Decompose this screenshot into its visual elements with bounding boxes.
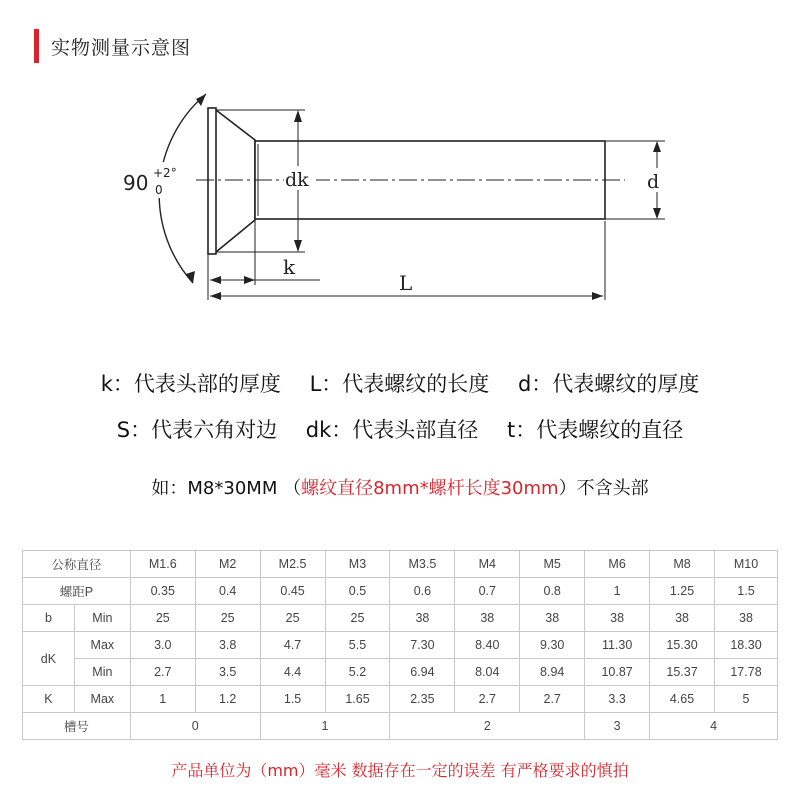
size-cell: M3.5 xyxy=(390,551,455,578)
k-max-cell: 5 xyxy=(715,686,778,713)
pitch-cell: 0.6 xyxy=(390,578,455,605)
dk-max-cell: 3.8 xyxy=(195,632,260,659)
dk-max-cell: 9.30 xyxy=(520,632,585,659)
b-min-cell: 38 xyxy=(650,605,715,632)
legend-dk: dk：代表头部直径 xyxy=(305,418,479,442)
size-cell: M5 xyxy=(520,551,585,578)
table-row-dk-max xyxy=(23,632,778,659)
pitch-cell: 0.5 xyxy=(325,578,390,605)
dk-label: dk xyxy=(285,169,309,191)
L-label: L xyxy=(399,271,413,295)
dk-max-cell: 18.30 xyxy=(715,632,778,659)
table-row-size xyxy=(23,551,778,578)
angle-main-label: 90 xyxy=(123,171,149,195)
table-row-pitch xyxy=(23,578,778,605)
size-cell: M2 xyxy=(195,551,260,578)
dk-min-cell: 15.37 xyxy=(650,659,715,686)
size-cell: M2.5 xyxy=(260,551,325,578)
table-row-dk-min xyxy=(23,659,778,686)
k-max-cell: 3.3 xyxy=(585,686,650,713)
dk-max-cell: 7.30 xyxy=(390,632,455,659)
example-suffix: ）不含头部 xyxy=(558,478,649,499)
slot-cell: 0 xyxy=(130,713,260,740)
legend-S: S：代表六角对边 xyxy=(116,418,278,442)
legend-line-1 xyxy=(0,368,800,398)
dk-max-label: Max xyxy=(74,632,130,659)
dk-max-cell: 5.5 xyxy=(325,632,390,659)
legend-d: d：代表螺纹的厚度 xyxy=(517,372,700,396)
pitch-cell: 1 xyxy=(585,578,650,605)
angle-sup-label: +2° xyxy=(153,166,177,180)
dk-min-cell: 8.94 xyxy=(520,659,585,686)
k-label: k xyxy=(283,255,296,279)
size-cell: M4 xyxy=(455,551,520,578)
slot-cell: 3 xyxy=(585,713,650,740)
pitch-cell: 0.45 xyxy=(260,578,325,605)
legend-k: k：代表头部的厚度 xyxy=(100,372,281,396)
angle-arc-arrow-top xyxy=(196,94,206,106)
size-cell: M8 xyxy=(650,551,715,578)
k-max-cell: 1.2 xyxy=(195,686,260,713)
dk-max-cell: 4.7 xyxy=(260,632,325,659)
nominal-diameter-label: 公称直径 xyxy=(23,551,131,578)
angle-sub-label: 0 xyxy=(155,183,163,197)
k-label: K xyxy=(23,686,75,713)
table-row-slot xyxy=(23,713,778,740)
dk-min-cell: 10.87 xyxy=(585,659,650,686)
b-min-cell: 25 xyxy=(130,605,195,632)
k-max-cell: 2.35 xyxy=(390,686,455,713)
dk-max-cell: 3.0 xyxy=(130,632,195,659)
pitch-label: 螺距P xyxy=(23,578,131,605)
unit-note: 产品单位为（mm）毫米 数据存在一定的误差 有严格要求的慎拍 xyxy=(171,761,629,780)
legend-L: L：代表螺纹的长度 xyxy=(309,372,490,396)
pitch-cell: 1.5 xyxy=(715,578,778,605)
dk-min-cell: 2.7 xyxy=(130,659,195,686)
b-min-cell: 38 xyxy=(390,605,455,632)
pitch-cell: 0.35 xyxy=(130,578,195,605)
b-label: b xyxy=(23,605,75,632)
b-min-cell: 25 xyxy=(325,605,390,632)
dk-min-cell: 4.4 xyxy=(260,659,325,686)
dk-min-cell: 17.78 xyxy=(715,659,778,686)
b-min-cell: 38 xyxy=(455,605,520,632)
pitch-cell: 1.25 xyxy=(650,578,715,605)
dk-min-cell: 8.04 xyxy=(455,659,520,686)
size-cell: M6 xyxy=(585,551,650,578)
k-max-cell: 1 xyxy=(130,686,195,713)
pitch-cell: 0.4 xyxy=(195,578,260,605)
legend-t: t：代表螺纹的直径 xyxy=(506,418,684,442)
size-cell: M1.6 xyxy=(130,551,195,578)
b-min-cell: 38 xyxy=(715,605,778,632)
dk-min-cell: 3.5 xyxy=(195,659,260,686)
dk-min-cell: 6.94 xyxy=(390,659,455,686)
b-min-label: Min xyxy=(74,605,130,632)
screw-head-face xyxy=(208,108,216,254)
slot-cell: 4 xyxy=(650,713,778,740)
dk-max-cell: 8.40 xyxy=(455,632,520,659)
dk-min-cell: 5.2 xyxy=(325,659,390,686)
section-header xyxy=(34,29,191,63)
k-max-cell: 1.65 xyxy=(325,686,390,713)
k-max-cell: 2.7 xyxy=(520,686,585,713)
b-min-cell: 38 xyxy=(585,605,650,632)
example-highlight: 螺纹直径8mm*螺杆长度30mm xyxy=(301,478,559,499)
table-row-b-min xyxy=(23,605,778,632)
size-cell: M10 xyxy=(715,551,778,578)
k-max-cell: 1.5 xyxy=(260,686,325,713)
example-prefix: 如：M8*30MM （ xyxy=(151,478,302,499)
screw-head-cone xyxy=(216,110,255,252)
d-label: d xyxy=(647,171,660,193)
dk-label: dK xyxy=(23,632,75,686)
b-min-cell: 25 xyxy=(260,605,325,632)
pitch-cell: 0.8 xyxy=(520,578,585,605)
b-min-cell: 38 xyxy=(520,605,585,632)
spec-table xyxy=(22,550,778,740)
k-max-cell: 4.65 xyxy=(650,686,715,713)
slot-cell: 1 xyxy=(260,713,390,740)
k-max-label: Max xyxy=(74,686,130,713)
legend-line-2 xyxy=(0,414,800,444)
page-title: 实物测量示意图 xyxy=(51,36,192,59)
table-row-k-max xyxy=(23,686,778,713)
dk-max-cell: 11.30 xyxy=(585,632,650,659)
size-cell: M3 xyxy=(325,551,390,578)
slot-cell: 2 xyxy=(390,713,585,740)
slot-label: 槽号 xyxy=(23,713,131,740)
pitch-cell: 0.7 xyxy=(455,578,520,605)
example-text xyxy=(0,474,800,500)
screw-diagram xyxy=(0,70,800,310)
dk-max-cell: 15.30 xyxy=(650,632,715,659)
k-max-cell: 2.7 xyxy=(455,686,520,713)
dk-min-label: Min xyxy=(74,659,130,686)
header-accent-bar xyxy=(34,29,39,63)
b-min-cell: 25 xyxy=(195,605,260,632)
